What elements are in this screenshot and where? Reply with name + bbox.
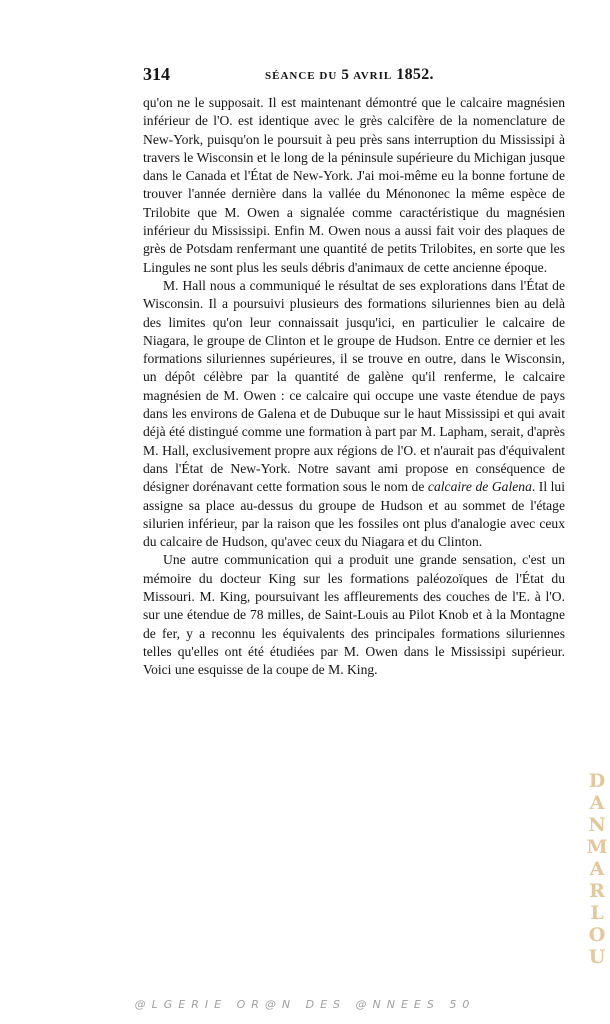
running-head-month: AVRIL [353,70,393,82]
running-head-day: 5 [341,67,350,83]
body-text [143,94,565,680]
paragraph-2-end: . Il lui assigne sa place au-dessus du groupe de Hudson et au sommet de l'étage silurien inférieur, par la raison que les fossiles ont plus d'analogie avec ceux du calcaire de Hudson, qu'avec ceux du Niagara et du Clinton. [143,479,565,550]
paragraph-2 [143,277,565,551]
paragraph-2-text: M. Hall nous a communiqué le résultat de ses explorations dans l'État de Wisconsin. Il a poursuivi plusieurs des formations siluriennes bien au delà des limites qu'on leur connaissait jusqu'ici, en particulier le calcaire de Niagara, le groupe de Clinton et le groupe de Hudson. Entre ce dernier et les formations siluriennes supérieures, il se trouve en outre, dans le Wisconsin, un dépôt célèbre par la quantité de galène qu'il renferme, le calcaire magnésien de M. Owen : ce calcaire qui occupe une vaste étendue de pays dans les environs de Galena et de Dubuque sur le haut Mississipi et qui avait déjà été distingué comme une formation à part par M. Lapham, serait, d'après M. Hall, exclusivement propre aux régions de l'O. et n'aurait pas d'équivalent dans l'État de New-York. Notre savant ami propose en conséquence de désigner dorénavant cette formation sous le nom de [143,277,565,495]
running-head-prefix: SÉANCE DU [265,70,338,82]
paragraph-2-italic-term: calcaire de Galena [427,479,532,495]
side-watermark: DANMARLOU [586,770,608,968]
paragraph-3: Une autre communication qui a produit une grande sensation, c'est un mémoire du docteur King sur les formations paléozoïques de l'État du Missouri. M. King, poursuivant les affleurements des couches de l'E. à l'O. sur une étendue de 78 milles, de Saint-Louis au Pilot Knob et à la Montagne de fer, y a reconnu les équivalents des principales formations siluriennes telles qu'elles ont été étudiées par M. Owen dans le Mississipi supérieur. Voici une esquisse de la coupe de M. King. [143,552,565,678]
paragraph-1: qu'on ne le supposait. Il est maintenant démontré que le calcaire magnésien inférieur de l'O. est identique avec le grès calcifère de la nomenclature de New-York, puisqu'on le poursuit à peu près sans interruption du Mississipi à travers le Wisconsin et le long de la péninsule supérieure du Michigan jusque dans le Canada et l'État de New-York. J'ai moi-même eu la bonne fortune de trouver l'année dernière dans la vallée du Ménononec la même espèce de Trilobite que M. Owen a signalée comme caractéristique du magnésien inférieur du Mississipi. Enfin M. Owen nous a aussi fait voir des plaques de grès de Potsdam renfermant une quantité de petits Trilobites, en sorte que les Lingules ne sont plus les seuls débris d'animaux de cette ancienne époque. [143,95,565,275]
page-header [143,64,565,88]
page-number: 314 [143,64,170,84]
bottom-watermark: @LGERIE OR@N DES @NNEES 50 [134,998,476,1011]
running-head [265,66,434,84]
running-head-year: 1852. [396,66,434,83]
